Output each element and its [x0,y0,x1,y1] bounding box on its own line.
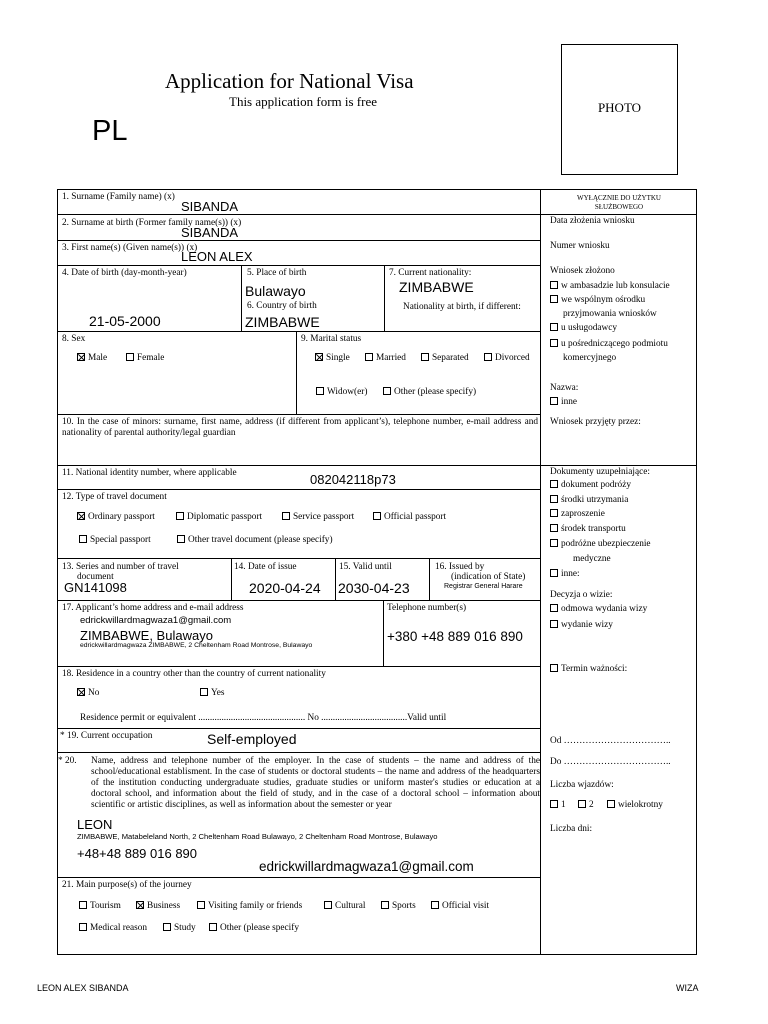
issue-date-value[interactable]: 2020-04-24 [249,580,321,596]
marital-separated-option[interactable]: Separated [421,353,469,364]
purpose-sports-option[interactable]: Sports [381,901,416,912]
checkbox-icon[interactable] [550,323,558,331]
applicant-city-value[interactable]: ZIMBABWE, Bulawayo [80,628,213,643]
checkbox-icon[interactable] [381,901,389,909]
checkbox-icon[interactable] [282,512,290,520]
field-17-label: 17. Applicant’s home address and e-mail address [62,603,244,613]
office-submitted-label: Wniosek złożono [550,266,615,276]
office-entries-2[interactable]: 2 [578,800,594,811]
doc-official-option[interactable]: Official passport [373,512,446,523]
field-14-label: 14. Date of issue [234,562,297,572]
first-name-value[interactable]: LEON ALEX [181,249,253,264]
field-11-label: 11. National identity number, where applicable [62,468,237,478]
checkbox-icon[interactable] [421,353,429,361]
checkbox-icon[interactable] [550,339,558,347]
checkbox-icon[interactable] [79,923,87,931]
checkbox-icon[interactable] [550,539,558,547]
checkbox-icon[interactable] [550,524,558,532]
marital-other-option[interactable]: Other (please specify) [383,387,476,398]
residence-no-option[interactable]: No [77,688,99,699]
doc-ordinary-option[interactable]: Ordinary passport [77,512,155,523]
office-doc-insurance[interactable]: podróżne ubezpieczenie [550,539,651,550]
field-15-label: 15. Valid until [339,562,392,572]
occupation-value[interactable]: Self-employed [207,731,297,747]
valid-until-value[interactable]: 2030-04-23 [338,580,410,596]
issued-by-value[interactable]: Registrar General Harare [444,583,523,590]
field-20-number: * 20. [58,756,77,766]
checkbox-checked-icon[interactable] [136,901,144,909]
field-7-label: 7. Current nationality: [389,268,472,278]
office-received-by-label: Wniosek przyjęty przez: [550,417,641,427]
applicant-address-value[interactable]: edrickwillardmagwaza ZIMBABWE, 2 Cheltenham Road Montrose, Bulawayo [80,642,313,649]
purpose-study-option[interactable]: Study [163,923,196,934]
checkbox-icon[interactable] [373,512,381,520]
purpose-cultural-option[interactable]: Cultural [324,901,365,912]
checkbox-icon[interactable] [79,535,87,543]
sex-female-option[interactable]: Female [126,353,164,364]
office-submitted-common-centre[interactable]: we wspólnym ośrodku [550,295,645,306]
field-19-label: * 19. Current occupation [60,731,153,741]
checkbox-icon[interactable] [550,397,558,405]
purpose-other-option[interactable]: Other (please specify [209,923,299,934]
checkbox-icon[interactable] [550,480,558,488]
checkbox-icon[interactable] [484,353,492,361]
checkbox-icon[interactable] [209,923,217,931]
doc-other-option[interactable]: Other travel document (please specify) [177,535,333,546]
place-of-birth-value[interactable]: Bulawayo [245,283,306,299]
residence-yes-option[interactable]: Yes [200,688,225,699]
employer-address-value[interactable]: ZIMBABWE, Matabeleland North, 2 Cheltenham Road Bulawayo, 2 Cheltenham Road Montrose, Bulawayo [77,832,438,841]
checkbox-icon[interactable] [550,620,558,628]
checkbox-icon[interactable] [550,604,558,612]
field-16-label: 16. Issued by [435,562,485,572]
doc-service-option[interactable]: Service passport [282,512,354,523]
form-title: Application for National Visa [165,69,414,93]
office-doc-invitation[interactable]: zaproszenie [550,509,605,520]
office-date-label: Data złożenia wniosku [550,216,635,226]
checkbox-icon[interactable] [176,512,184,520]
field-4-label: 4. Date of birth (day-month-year) [62,268,187,278]
checkbox-icon[interactable] [316,387,324,395]
form-subtitle: This application form is free [229,94,378,109]
office-doc-transport[interactable]: środek transportu [550,524,626,535]
office-entries-label: Liczba wjazdów: [550,780,614,790]
field-20-label: Name, address and telephone number of the employer. In the case of students – the name and address of the school/educational establisment. In the case of students or doctoral students – the name and address of the headquarters of the institution conducting undergraduate studies, graduate studies or uniform master's studies or education at a doctoral school, and information about the field of study, and in the case of a doctoral school – information about scientific or artistic disciplines, as well as information about the semester or year [91,756,540,810]
office-doc-insurance-cont: medyczne [573,554,611,564]
purpose-medical-option[interactable]: Medical reason [79,923,147,934]
office-days-label: Liczba dni: [550,824,593,834]
field-21-label: 21. Main purpose(s) of the journey [62,880,192,890]
passport-number-value[interactable]: GN141098 [64,580,127,595]
nationality-at-birth-label: Nationality at birth, if different: [403,302,521,312]
footer-applicant-name: LEON ALEX SIBANDA [37,983,129,993]
office-header-line2: SŁUŻBOWEGO [594,203,644,211]
marital-single-option[interactable]: Single [315,353,350,364]
checkbox-icon[interactable] [550,664,558,672]
photo-label: PHOTO [597,100,642,115]
checkbox-icon[interactable] [126,353,134,361]
doc-diplomatic-option[interactable]: Diplomatic passport [176,512,262,523]
checkbox-checked-icon[interactable] [77,353,85,361]
national-id-value[interactable]: 082042118p73 [310,472,396,487]
footer-doc-type: WIZA [676,983,699,993]
field-10-label: 10. In the case of minors: surname, first name, address (if different from applicant’s), telephone number, e-mail address and nationality of parental authority/legal guardian [62,417,538,438]
telephone-value[interactable]: +380 +48 889 016 890 [387,629,523,644]
field-9-label: 9. Marital status [301,334,362,344]
checkbox-icon[interactable] [383,387,391,395]
employer-phone-value[interactable]: +48+48 889 016 890 [77,846,198,861]
checkbox-icon[interactable] [163,923,171,931]
office-name-label: Nazwa: [550,383,579,393]
field-13-label-cont: document [77,572,114,582]
office-decision-label: Decyzja o wizie: [550,590,613,600]
checkbox-checked-icon[interactable] [77,688,85,696]
checkbox-icon[interactable] [550,281,558,289]
doc-special-option[interactable]: Special passport [79,535,151,546]
checkbox-icon[interactable] [550,800,558,808]
country-code: PL [92,115,128,147]
sex-male-option[interactable]: Male [77,353,107,364]
checkbox-icon[interactable] [431,901,439,909]
checkbox-icon[interactable] [197,901,205,909]
office-doc-means[interactable]: środki utrzymania [550,495,628,506]
purpose-visiting-option[interactable]: Visiting family or friends [197,901,302,912]
office-doc-other[interactable]: inne: [550,569,580,580]
office-validity-option[interactable]: Termin ważności: [550,664,627,675]
checkbox-icon[interactable] [324,901,332,909]
office-header-line1: WYŁĄCZNIE DO UŻYTKU [577,194,661,202]
office-number-label: Numer wniosku [550,241,610,251]
office-submitted-intermediary-cont: komercyjnego [563,353,617,363]
date-of-birth-value[interactable]: 21-05-2000 [89,313,161,329]
checkbox-icon[interactable] [365,353,373,361]
checkbox-icon[interactable] [550,495,558,503]
field-16-label-cont: (indication of State) [451,572,526,582]
office-submitted-common-centre-cont: przyjmowania wniosków [563,309,657,319]
checkbox-icon[interactable] [550,509,558,517]
checkbox-icon[interactable] [200,688,208,696]
checkbox-icon[interactable] [550,569,558,577]
applicant-email-value[interactable]: edrickwillardmagwaza1@gmail.com [80,615,232,626]
field-1-label: 1. Surname (Family name) (x) [62,192,175,202]
purpose-tourism-option[interactable]: Tourism [79,901,121,912]
checkbox-icon[interactable] [578,800,586,808]
field-5-label: 5. Place of birth [247,268,307,278]
office-to-line: Do …………………………….. [550,757,671,767]
marital-widow-option[interactable]: Widow(er) [316,387,367,398]
office-entries-multiple[interactable]: wielokrotny [607,800,663,811]
office-docs-label: Dokumenty uzupełniające: [550,467,650,477]
field-3-label: 3. First name(s) (Given name(s)) (x) [62,243,198,253]
office-submitted-provider[interactable]: u usługodawcy [550,323,617,334]
field-6-label: 6. Country of birth [247,301,317,311]
office-doc-travel[interactable]: dokument podróży [550,480,631,491]
purpose-business-option[interactable]: Business [136,901,180,912]
checkbox-icon[interactable] [550,295,558,303]
office-other-option[interactable]: inne [550,397,577,408]
purpose-official-option[interactable]: Official visit [431,901,489,912]
field-13-label: 13. Series and number of travel [62,562,179,572]
surname-at-birth-value[interactable]: SIBANDA [181,225,239,240]
field-2-label: 2. Surname at birth (Former family name(s)) (x) [62,218,242,228]
employer-email-value[interactable]: edrickwillardmagwaza1@gmail.com [259,859,474,874]
photo-box [561,44,678,175]
checkbox-checked-icon[interactable] [77,512,85,520]
office-decision-issue[interactable]: wydanie wizy [550,620,613,631]
office-submitted-intermediary[interactable]: u pośredniczącego podmiotu [550,339,668,350]
marital-divorced-option[interactable]: Divorced [484,353,530,364]
office-decision-refuse[interactable]: odmowa wydania wizy [550,604,647,615]
field-18-label: 18. Residence in a country other than the country of current nationality [62,669,326,679]
checkbox-icon[interactable] [79,901,87,909]
field-8-label: 8. Sex [62,334,86,344]
surname-value[interactable]: SIBANDA [181,199,239,214]
office-from-line: Od …………………………….. [550,736,671,746]
field-12-label: 12. Type of travel document [62,492,167,502]
telephone-label: Telephone number(s) [387,603,467,613]
current-nationality-value[interactable]: ZIMBABWE [399,279,474,295]
office-submitted-embassy[interactable]: w ambasadzie lub konsulacie [550,281,670,292]
office-entries-1[interactable]: 1 [550,800,566,811]
marital-married-option[interactable]: Married [365,353,406,364]
employer-name-value[interactable]: LEON [77,817,113,832]
checkbox-icon[interactable] [607,800,615,808]
residence-permit-line: Residence permit or equivalent .............................................. No .....................................Valid until [80,713,447,723]
checkbox-icon[interactable] [177,535,185,543]
country-of-birth-value[interactable]: ZIMBABWE [245,314,320,330]
office-column-divider [540,189,541,955]
checkbox-checked-icon[interactable] [315,353,323,361]
